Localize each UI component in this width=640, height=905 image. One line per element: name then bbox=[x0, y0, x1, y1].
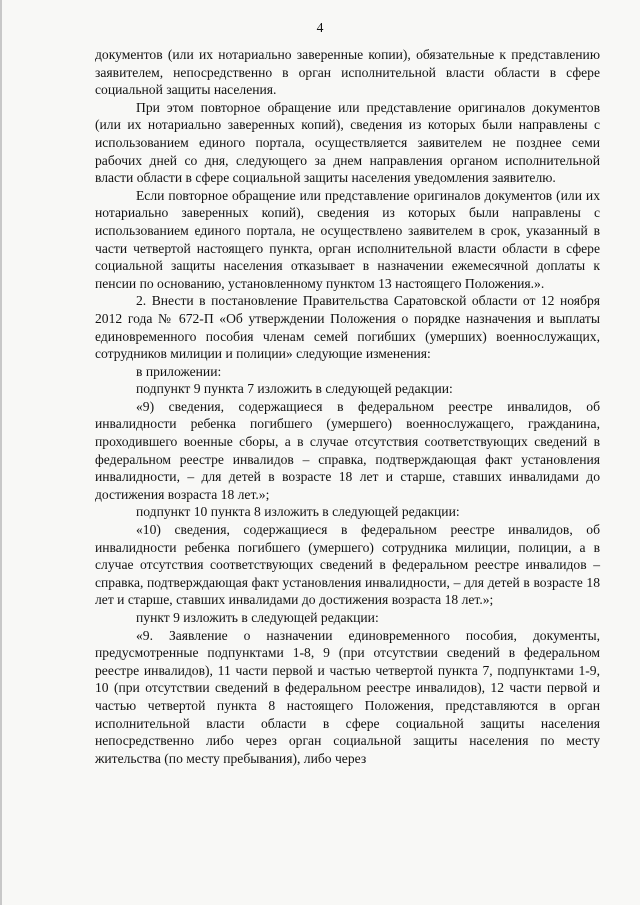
page-edge bbox=[0, 0, 2, 905]
page-number: 4 bbox=[316, 20, 324, 35]
paragraph-subitem-10-text: «10) сведения, содержащиеся в федеральном реестре инвалидов, об инвалидности ребенка погибшего (умершего) сотрудника милиции, полиции, а в случае отсутствия соответствующих сведений в федеральном реестре инвалидов – справка, подтверждающая факт установления инвалидности, – для детей в возрасте 18 лет и старше, ставших инвалидами до достижения возраста 18 лет.»; bbox=[95, 522, 600, 608]
paragraph-item-9-heading: пункт 9 изложить в следующей редакции: bbox=[136, 610, 379, 625]
paragraph-amend-resolution: 2. Внести в постановление Правительства Саратовской области от 12 ноября 2012 года № 672-П «Об утверждении Положения о порядке назначения и выплаты единовременного пособия членам семей погибших (умерших) военнослужащих, сотрудников милиции и полиции» следующие изменения: bbox=[95, 293, 600, 362]
paragraph-subitem-9-text: «9) сведения, содержащиеся в федеральном реестре инвалидов, об инвалидности ребенка погибшего (умершего) военнослужащего, гражданина, проходившего военные сборы, а в случае отсутствия соответствующих сведений в федеральном реестре инвалидов – справка, подтверждающая факт установления инвалидности, – для детей в возрасте 18 лет и старше, ставших инвалидами до достижения возраста 18 лет.»; bbox=[95, 398, 600, 502]
paragraph-in-appendix: в приложении: bbox=[136, 363, 222, 379]
paragraph-repeat-submission: При этом повторное обращение или представление оригиналов документов (или их нотариально заверенных копий), сведения из которых были направлены с использованием единого портала, осуществляется заявителем не позднее семи рабочих дней со дня, следующего за днем направления органом исполнительной власти области в сфере социальной защиты населения уведомления заявителю. bbox=[95, 99, 600, 186]
paragraph-subitem-9-heading: подпункт 9 пункта 7 изложить в следующей редакции: bbox=[136, 381, 453, 397]
paragraph-subitem-10-heading: подпункт 10 пункта 8 изложить в следующей редакции: bbox=[136, 504, 460, 520]
paragraph-documents-copies: документов (или их нотариально заверенные копии), обязательные к представлению заявителем, непосредственно в орган исполнительной власти области в сфере социальной защиты населения. bbox=[95, 47, 600, 98]
paragraph-refusal: Если повторное обращение или представление оригиналов документов (или их нотариально заверенных копий), сведения из которых были направлены с использованием единого портала, не осуществлено заявителем в срок, указанный в части четвертой настоящего пункта, орган исполнительной власти области в сфере социальной защиты населения отказывает в назначении ежемесячной доплаты к пенсии по основанию, установленному пунктом 13 настоящего Положения.». bbox=[95, 187, 600, 291]
paragraph-item-9-text: «9. Заявление о назначении единовременного пособия, документы, предусмотренные подпунктами 1-8, 9 (при отсутствии сведений в федеральном реестре инвалидов), 11 части первой и частью четвертой пункта 7, подпунктами 1-9, 10 (при отсутствии сведений в федеральном реестре инвалидов), 12 части первой и частью четвертой пункта 8 настоящего Положения, представляются в орган исполнительной власти области в сфере социальной защиты населения непосредственно либо через орган социальной защиты населения по месту жительства (по месту пребывания), либо через bbox=[95, 627, 600, 766]
document-body bbox=[95, 46, 600, 767]
